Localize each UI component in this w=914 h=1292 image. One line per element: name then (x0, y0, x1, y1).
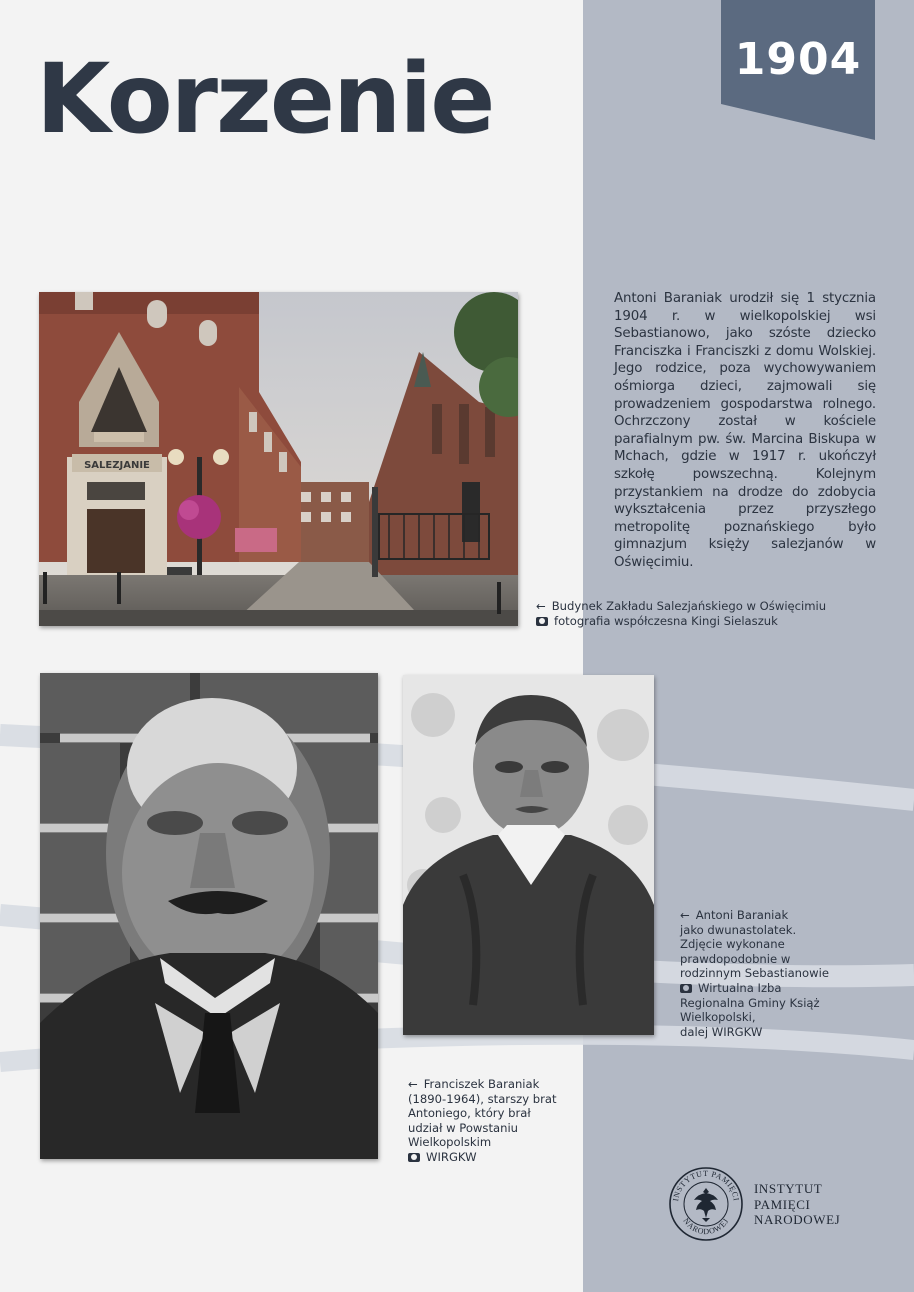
building-caption (536, 599, 826, 628)
building-caption-text: Budynek Zakładu Salezjańskiego w Oświęcimiu (551, 599, 827, 613)
building-caption-row (536, 599, 826, 614)
franciszek-caption-line-3: Antoniego, który brał (408, 1106, 531, 1121)
arrow-left-icon: ← (680, 908, 690, 922)
franciszek-caption-line-1: ← Franciszek Baraniak (408, 1077, 540, 1091)
seal-top-text: INSTYTUT PAMIĘCI (671, 1168, 741, 1202)
camera-icon (536, 617, 548, 626)
franciszek-caption-line-4: udział w Powstaniu (408, 1120, 519, 1135)
antoni-caption-line-2: jako dwunastolatek. (680, 922, 797, 937)
ipn-name-line-3: NARODOWEJ (754, 1212, 841, 1227)
arrow-left-icon: ← (408, 1077, 418, 1091)
antoni-photo (403, 675, 654, 1035)
ipn-logo (668, 1166, 858, 1242)
right-panel (583, 0, 914, 1292)
ipn-name (754, 1181, 840, 1228)
seal-bottom-text: NARODOWEJ (681, 1216, 731, 1237)
franciszek-caption-line-2: (1890-1964), starszy brat (408, 1091, 557, 1106)
arrow-left-icon: ← (536, 599, 546, 613)
year-flag (721, 0, 875, 140)
antoni-caption (680, 908, 829, 1039)
ipn-seal-icon (668, 1166, 744, 1242)
antoni-credit-line-2: Regionalna Gminy Książ (680, 995, 820, 1010)
building-photo (39, 292, 518, 626)
antoni-credit-line-4: dalej WIRGKW (680, 1024, 763, 1039)
franciszek-photo (40, 673, 378, 1159)
building-credit-text: fotografia współczesna Kingi Sielaszuk (554, 613, 778, 628)
year-label: 1904 (734, 34, 862, 85)
building-credit-row (536, 614, 826, 629)
camera-icon (680, 984, 692, 993)
ipn-name-line-1: INSTYTUT (754, 1181, 823, 1196)
biography-text: Antoni Baraniak urodził się 1 stycznia 1904 r. w wielkopolskiej wsi Sebastianowo, jako szóste dziecko Franciszka i Franciszki z domu Wolskiej. Jego rodzice, poza wychowywaniem ośmiorga dzieci, zajmowali się prowadzeniem gospodarstwa rolnego. Ochrzczony został w kościele parafialnym pw. św. Marcina Biskupa w Mchach, gdzie w 1917 r. ukończył szkołę powszechną. Kolejnym przystankiem na drodze do zdobycia wykształcenia przez przyszłego metropolitę poznańskiego było gimnazjum księży salezjanów w Oświęcimiu. (614, 291, 876, 570)
antoni-caption-line-3: Zdjęcie wykonane (680, 937, 785, 952)
ipn-name-line-2: PAMIĘCI (754, 1196, 811, 1212)
eagle-icon (694, 1188, 718, 1222)
antoni-credit-line-3: Wielkopolski, (680, 1010, 756, 1025)
franciszek-credit-row: WIRGKW (408, 1150, 557, 1165)
antoni-credit-row: Wirtualna Izba (680, 981, 829, 996)
page-title: Korzenie (36, 43, 494, 155)
antoni-caption-line-1: ← Antoni Baraniak (680, 908, 789, 922)
franciszek-caption (408, 1077, 557, 1165)
camera-icon (408, 1153, 420, 1162)
building-sign: SALEZJANIE (84, 460, 150, 471)
antoni-caption-line-5: rodzinnym Sebastianowie (680, 966, 829, 981)
antoni-caption-line-4: prawdopodobnie w (680, 951, 791, 966)
franciszek-caption-line-5: Wielkopolskim (408, 1135, 492, 1150)
